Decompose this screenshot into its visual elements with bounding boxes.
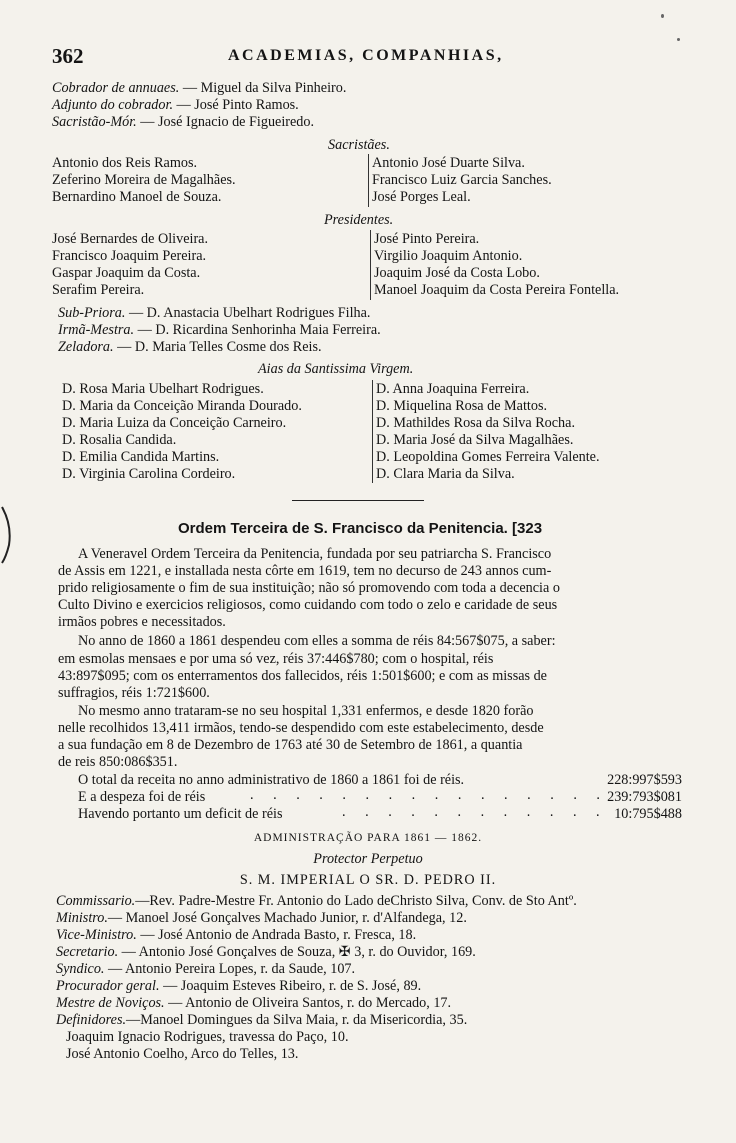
running-title: ACADEMIAS, COMPANHIAS, <box>228 47 504 64</box>
officer-line: Joaquim Ignacio Rodrigues, travessa do Paço, 10. <box>66 1029 349 1045</box>
list-item: D. Rosalia Candida. <box>62 432 177 448</box>
column-divider <box>372 380 373 483</box>
list-item: Francisco Luiz Garcia Sanches. <box>372 172 552 188</box>
list-item: D. Leopoldina Gomes Ferreira Valente. <box>376 449 600 465</box>
section-title: Ordem Terceira de S. Francisco da Penitencia. [323 <box>178 520 543 537</box>
leader-dots: . . . . . . . . . . . . . . . . <box>250 787 608 803</box>
paragraph-line: suffragios, réis 1:721$600. <box>58 685 210 701</box>
list-item: Zeferino Moreira de Magalhães. <box>52 172 236 188</box>
list-item: José Bernardes de Oliveira. <box>52 231 209 247</box>
total-value: 228:997$593 <box>607 772 682 788</box>
paragraph-line: de reis 850:086$351. <box>58 754 178 770</box>
protector-heading: Protector Perpetuo <box>313 851 423 867</box>
list-item: D. Emilia Candida Martins. <box>62 449 220 465</box>
officer-line: Zeladora. — D. Maria Telles Cosme dos Reis. <box>58 339 322 355</box>
section-heading: Aias da Santissima Virgem. <box>258 361 414 377</box>
binding-edge-mark <box>0 505 14 565</box>
total-label: O total da receita no anno administrativo de 1860 a 1861 foi de réis. <box>78 772 465 788</box>
total-value: 10:795$488 <box>614 806 682 822</box>
list-item: D. Rosa Maria Ubelhart Rodrigues. <box>62 381 264 397</box>
officer-line: Mestre de Noviços. — Antonio de Oliveira Santos, r. do Mercado, 17. <box>56 995 452 1011</box>
list-item: Antonio José Duarte Silva. <box>372 155 525 171</box>
officer-line: Adjunto do cobrador. — José Pinto Ramos. <box>52 97 299 113</box>
list-item: Gaspar Joaquim da Costa. <box>52 265 201 281</box>
list-item: Serafim Pereira. <box>52 282 145 298</box>
officer-line: Commissario.—Rev. Padre-Mestre Fr. Antonio do Lado deChristo Silva, Conv. de Sto Antº. <box>56 893 577 909</box>
leader-dots: . . . . . . . . . . . . <box>342 804 608 820</box>
list-item: D. Maria Luiza da Conceição Carneiro. <box>62 415 287 431</box>
list-item: José Pinto Pereira. <box>374 231 480 247</box>
paragraph-line: nelle recolhidos 13,411 irmãos, tendo-se despendido com este estabelecimento, desde <box>58 720 544 736</box>
officer-line: Syndico. — Antonio Pereira Lopes, r. da Saude, 107. <box>56 961 356 977</box>
list-item: Bernardino Manoel de Souza. <box>52 189 222 205</box>
total-label: E a despeza foi de réis <box>78 789 206 805</box>
column-divider <box>370 230 371 300</box>
officer-line: Vice-Ministro. — José Antonio de Andrada Basto, r. Fresca, 18. <box>56 927 417 943</box>
list-item: D. Virginia Carolina Cordeiro. <box>62 466 236 482</box>
section-heading: Sacristães. <box>328 137 390 153</box>
total-label: Havendo portanto um deficit de réis <box>78 806 283 822</box>
officer-line: Irmã-Mestra. — D. Ricardina Senhorinha Maia Ferreira. <box>58 322 381 338</box>
paragraph-line: No anno de 1860 a 1861 despendeu com elles a somma de réis 84:567$075, a saber: <box>78 633 556 649</box>
section-heading: Presidentes. <box>324 212 394 228</box>
list-item: D. Anna Joaquina Ferreira. <box>376 381 530 397</box>
list-item: Joaquim José da Costa Lobo. <box>374 265 540 281</box>
paragraph-line: No mesmo anno trataram-se no seu hospital 1,331 enfermos, e desde 1820 forão <box>78 703 534 719</box>
officer-line: Sacristão-Mór. — José Ignacio de Figueiredo. <box>52 114 315 130</box>
protector-name: S. M. IMPERIAL O SR. D. PEDRO II. <box>239 872 497 888</box>
list-item: Virgilio Joaquim Antonio. <box>374 248 523 264</box>
officer-line: Cobrador de annuaes. — Miguel da Silva Pinheiro. <box>52 80 347 96</box>
officer-line: Sub-Priora. — D. Anastacia Ubelhart Rodrigues Filha. <box>58 305 371 321</box>
paragraph-line: Culto Divino e exercicios religiosos, como cuidando com todo o zelo e caridade de seus <box>58 597 558 613</box>
list-item: D. Mathildes Rosa da Silva Rocha. <box>376 415 575 431</box>
section-divider <box>292 500 424 501</box>
paragraph-line: A Veneravel Ordem Terceira da Penitencia, fundada por seu patriarcha S. Francisco <box>78 546 552 562</box>
paragraph-line: de Assis em 1221, e installada nesta côrte em 1619, tem no decurso de 243 annos cum- <box>58 563 552 579</box>
page-number: 362 <box>52 44 84 68</box>
column-divider <box>368 154 369 207</box>
officer-line: José Antonio Coelho, Arco do Telles, 13. <box>66 1046 299 1062</box>
list-item: D. Miquelina Rosa de Mattos. <box>376 398 548 414</box>
admin-heading: ADMINISTRAÇÃO PARA 1861 — 1862. <box>253 832 483 844</box>
list-item: Francisco Joaquim Pereira. <box>52 248 207 264</box>
list-item: D. Clara Maria da Silva. <box>376 466 515 482</box>
scan-speck <box>661 14 664 18</box>
list-item: D. Maria José da Silva Magalhães. <box>376 432 574 448</box>
officer-line: Ministro.— Manoel José Gonçalves Machado Junior, r. d'Alfandega, 12. <box>56 910 467 926</box>
paragraph-line: em esmolas mensaes e por uma só vez, réis 37:446$780; com o hospital, réis <box>58 651 494 667</box>
list-item: Antonio dos Reis Ramos. <box>52 155 198 171</box>
list-item: José Porges Leal. <box>372 189 471 205</box>
officer-line: Definidores.—Manoel Domingues da Silva Maia, r. da Misericordia, 35. <box>56 1012 468 1028</box>
list-item: Manoel Joaquim da Costa Pereira Fontella. <box>374 282 620 298</box>
total-value: 239:793$081 <box>607 789 682 805</box>
paragraph-line: 43:897$095; com os enterramentos dos fallecidos, réis 1:501$600; e com as missas de <box>58 668 547 684</box>
scan-speck <box>677 38 680 41</box>
officer-line: Procurador geral. — Joaquim Esteves Ribeiro, r. de S. José, 89. <box>56 978 422 994</box>
paragraph-line: a sua fundação em 8 de Dezembro de 1763 até 30 de Setembro de 1861, a quantia <box>58 737 523 753</box>
list-item: D. Maria da Conceição Miranda Dourado. <box>62 398 302 414</box>
paragraph-line: prido religiosamente o fim de sua instituição; não só promovendo com toda a decencia o <box>58 580 560 596</box>
officer-line: Secretario. — Antonio José Gonçalves de Souza, ✠ 3, r. do Ouvidor, 169. <box>56 944 476 960</box>
paragraph-line: irmãos pobres e necessitados. <box>58 614 226 630</box>
